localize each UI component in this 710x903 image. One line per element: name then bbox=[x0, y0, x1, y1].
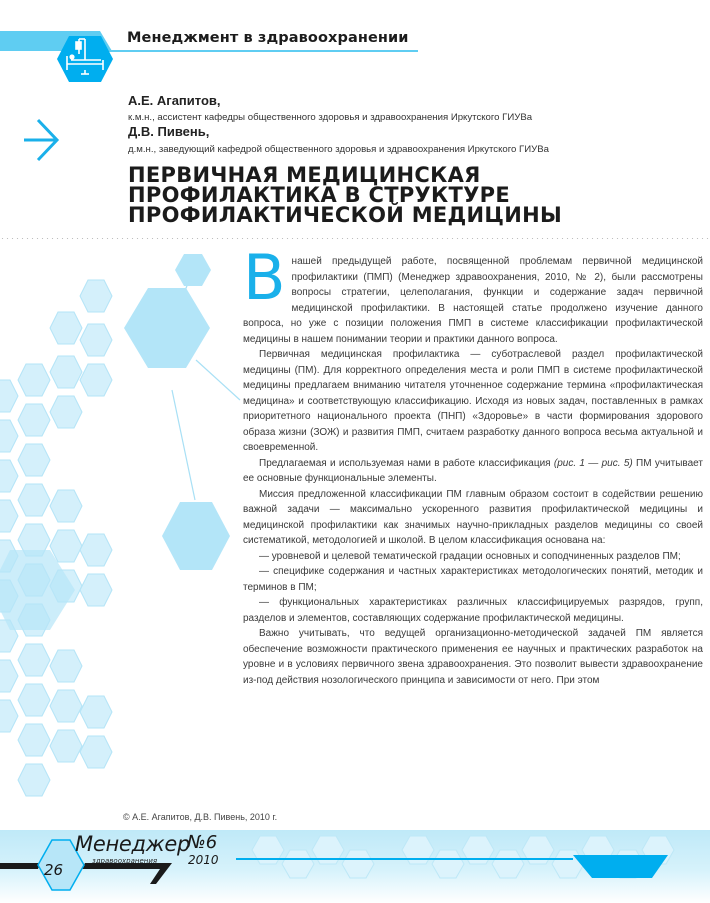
paragraph: Миссия предложенной классификации ПМ главным образом состоит в содействии решению важной задачи — максимально ускоренного развития профилактической медицины и медицинской профилактики как значимых научно-прикладных разделов медицины со своей систематикой, методологией и школой. В целом классификация основана на: bbox=[243, 488, 703, 546]
author-name: А.Е. Агапитов, bbox=[128, 93, 221, 108]
paragraph: Предлагаемая и используемая нами в работе классификация (рис. 1 — рис. 5) ПМ учитывает ее основные функциональные элементы. bbox=[243, 457, 703, 484]
page-number: 26 bbox=[44, 861, 64, 879]
magazine-name: Менеджер bbox=[75, 832, 190, 856]
author-name: Д.В. Пивень, bbox=[128, 124, 210, 139]
title-line: ПЕРВИЧНАЯ МЕДИЦИНСКАЯ bbox=[128, 163, 481, 187]
paragraph: Важно учитывать, что ведущей организационно-методической задачей ПМ является обеспечение возможности практического применения ее научных и практических разработок на уровне и в условиях первичного звена здравоохранения. Это позволит вывести здравоохранение из-под действия нозологического принципа и зависимости от него. При этом bbox=[243, 628, 703, 686]
hexagon-decoration bbox=[0, 240, 245, 800]
article-body bbox=[243, 241, 703, 688]
title-line: ПРОФИЛАКТИЧЕСКОЙ МЕДИЦИНЫ bbox=[128, 203, 563, 227]
author-affiliation: д.м.н., заведующий кафедрой общественного здоровья и здравоохранения Иркутского ГИУВа bbox=[128, 144, 549, 155]
list-item: — функциональных характеристиках различных классифицируемых разрядов, групп, разделов и элементов, составляющих содержание профилактической медицины. bbox=[243, 597, 703, 624]
paragraph: Первичная медицинская профилактика — суботраслевой раздел профилактической медицины (ПМ). Для корректного определения места и роли ПМП в системе профилактической медицины предлагаем вниманию читателя уточненное содержание термина «профилактическая медицина» и соответствующую классификацию. Исходя из новых задач, поставленных в рамках приоритетного национального проекта (ПНП) «Здоровье» в части формирования здорового образа жизни (ЗОЖ) и развития ПМП, считаем разработку данного вопроса весьма актуальной и своевременной. bbox=[243, 349, 703, 453]
hospital-bed-icon bbox=[57, 36, 113, 82]
dotted-divider bbox=[0, 238, 710, 239]
issue-number: №6 bbox=[187, 832, 218, 853]
list-item: — уровневой и целевой тематической градации основных и соподчиненных разделов ПМ; bbox=[259, 550, 681, 562]
author-affiliation: к.м.н., ассистент кафедры общественного здоровья и здравоохранения Иркутского ГИУВа bbox=[128, 112, 533, 123]
figure-reference: (рис. 1 — рис. 5) bbox=[553, 457, 633, 469]
drop-cap: В bbox=[243, 241, 286, 314]
copyright-note: © А.Е. Агапитов, Д.В. Пивень, 2010 г. bbox=[123, 812, 278, 822]
arrow-right-icon bbox=[24, 118, 60, 162]
section-title: Менеджмент в здравоохранении bbox=[127, 30, 409, 46]
header-underline bbox=[108, 50, 418, 52]
list-item: — специфике содержания и частных характеристиках методологических понятий, методик и терминов в ПМ; bbox=[243, 566, 703, 593]
magazine-subtitle: здравоохранения bbox=[92, 857, 158, 865]
paragraph: Внашей предыдущей работе, посвященной проблемам первичной медицинской профилактики (ПМП) (Менеджер здравоохранения, 2010, № 2), были рассмотрены вопросы стратегии, целеполагания, функции и содержание задач первичной медицинской профилактики. В настоящей статье продолжено изучение данного вопроса, но уже с позиции положения ПМП в системе классификации профилактической медицины в нашем понимании теории и практики данного вопроса. bbox=[243, 241, 703, 345]
issue-year: 2010 bbox=[188, 853, 219, 867]
title-line: ПРОФИЛАКТИКА В СТРУКТУРЕ bbox=[128, 183, 510, 207]
article-title bbox=[128, 165, 562, 225]
